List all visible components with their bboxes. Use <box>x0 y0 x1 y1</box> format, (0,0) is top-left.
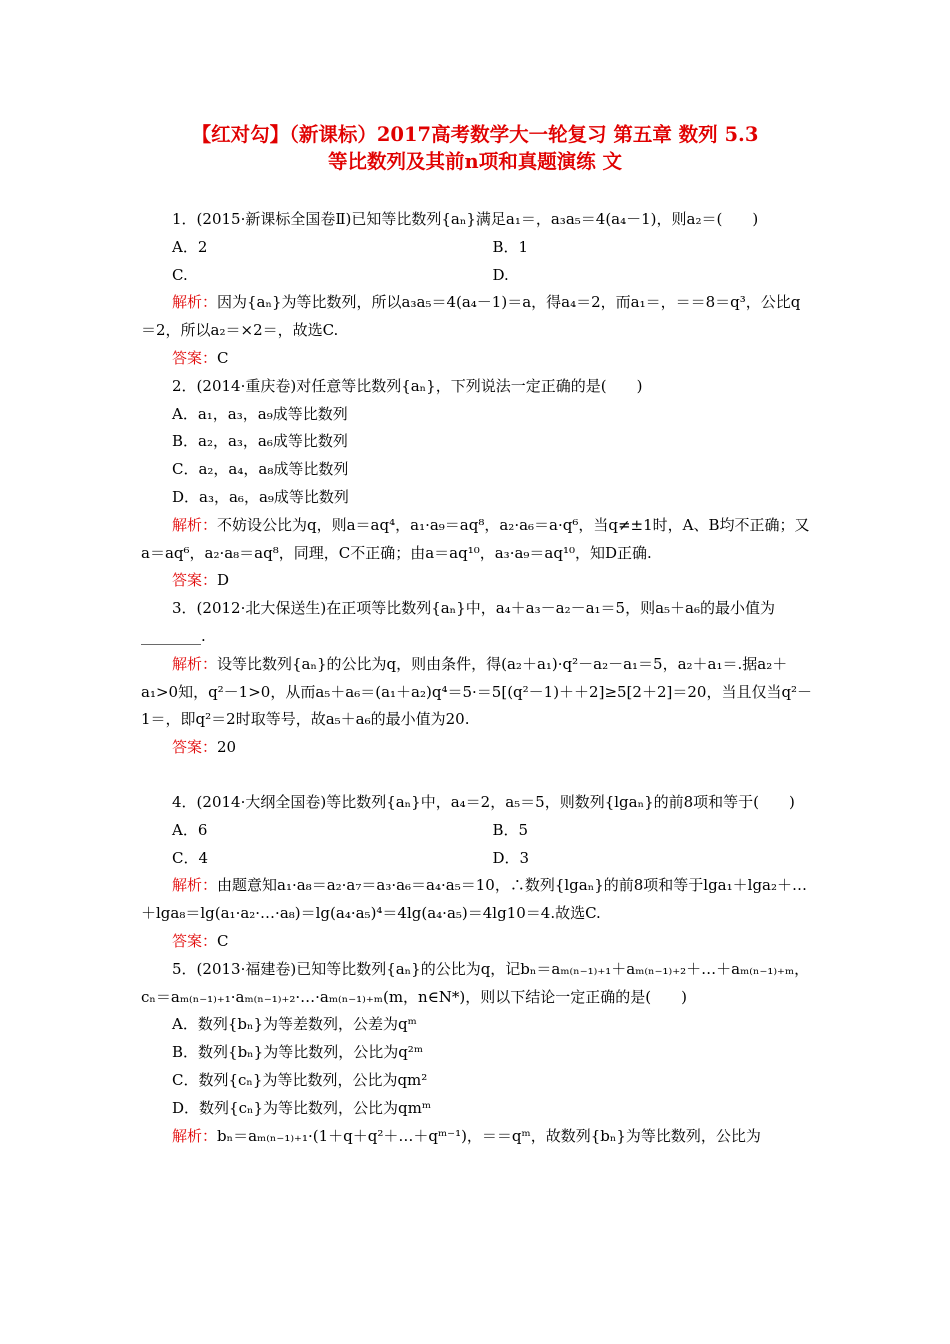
option-d: D．3 <box>492 848 530 867</box>
answer-label: 答案： <box>172 348 218 367</box>
analysis-text: 因为{aₙ}为等比数列，所以a₃a₅＝4(a₄－1)＝a，得a₄＝2，而a₁＝，＝＝8＝q³，公比q＝2，所以a₂＝×2＝，故选C. <box>141 293 801 340</box>
analysis-label: 解析： <box>172 1126 218 1145</box>
option-c: C．数列{cₙ}为等比数列，公比为qm² <box>172 1070 428 1089</box>
answer <box>141 928 813 956</box>
option-a: A．数列{bₙ}为等差数列，公差为qᵐ <box>172 1015 417 1034</box>
option-a: A．2 <box>172 237 208 256</box>
question-5 <box>141 956 813 1151</box>
answer-value: 20 <box>217 738 237 757</box>
analysis-text: 设等比数列{aₙ}的公比为q，则由条件，得(a₂＋a₁)·q²－a₂－a₁＝5，a₂＋a₁＝.据a₂＋a₁>0知，q²－1>0，从而a₅＋a₆＝(a₁＋a₂)q⁴＝5·＝5[(q²－1)＋＋2]≥5[2＋2]＝20，当且仅当q²－1＝，即q²＝2时取等号，故a₅＋a₆的最小值为20. <box>141 654 813 729</box>
analysis <box>141 1123 813 1151</box>
option-a: A．6 <box>172 820 208 839</box>
answer <box>141 567 813 595</box>
question-stem: 3．(2012·北大保送生)在正项等比数列{aₙ}中，a₄＋a₃－a₂－a₁＝5，则a₅＋a₆的最小值为________. <box>141 599 775 645</box>
spacer <box>141 762 813 789</box>
options-row <box>141 262 813 290</box>
question-stem: 2．(2014·重庆卷)对任意等比数列{aₙ}，下列说法一定正确的是( ) <box>172 376 643 395</box>
document-body <box>141 206 813 1150</box>
question-1 <box>141 206 813 373</box>
question-stem: 1．(2015·新课标全国卷Ⅱ)已知等比数列{aₙ}满足a₁＝，a₃a₅＝4(a₄－1)，则a₂＝( ) <box>172 210 759 228</box>
question-4 <box>141 789 813 956</box>
option-a: A．a₁，a₃，a₉成等比数列 <box>172 404 348 423</box>
analysis-text: bₙ＝aₘ₍ₙ₋₁₎₊₁·(1＋q＋q²＋…＋qᵐ⁻¹)，＝＝qᵐ，故数列{bₙ}为等比数列，公比为 <box>217 1126 761 1145</box>
answer <box>141 734 813 762</box>
title-line-2: 等比数列及其前n项和真题演练 文 <box>328 150 622 173</box>
answer-label: 答案： <box>172 571 218 590</box>
title-line-1: 【红对勾】（新课标）2017高考数学大一轮复习 第五章 数列 5.3 <box>191 123 759 146</box>
analysis-text: 由题意知a₁·a₈＝a₂·a₇＝a₃·a₆＝a₄·a₅＝10，∴数列{lgaₙ}的前8项和等于lga₁＋lga₂＋…＋lga₈＝lg(a₁·a₂·…·a₈)＝lg(a₄·a₅)⁴＝4lg(a₄·a₅)＝4lg10＝4.故选C. <box>141 876 807 923</box>
options-row <box>141 845 813 873</box>
document-title <box>120 121 830 175</box>
answer-value: C <box>217 348 229 367</box>
answer-value: C <box>217 931 229 950</box>
option-c: C．a₂，a₄，a₈成等比数列 <box>172 460 349 479</box>
question-stem: 5．(2013·福建卷)已知等比数列{aₙ}的公比为q，记bₙ＝aₘ₍ₙ₋₁₎₊₁＋aₘ₍ₙ₋₁₎₊₂＋…＋aₘ₍ₙ₋₁₎₊ₘ，cₙ＝aₘ₍ₙ₋₁₎₊₁·aₘ₍ₙ₋₁₎₊₂·…·aₘ₍ₙ₋₁₎₊ₘ(m，n∈N*)，则以下结论一定正确的是( ) <box>141 959 810 1006</box>
options-row <box>141 234 813 262</box>
option-b: B．1 <box>492 237 529 256</box>
option-b: B．a₂，a₃，a₆成等比数列 <box>172 432 348 451</box>
question-stem: 4．(2014·大纲全国卷)等比数列{aₙ}中，a₄＝2，a₅＝5，则数列{lgaₙ}的前8项和等于( ) <box>172 792 795 811</box>
analysis <box>141 512 813 568</box>
question-2 <box>141 373 813 595</box>
analysis <box>141 651 813 734</box>
answer-label: 答案： <box>172 931 218 950</box>
question-3 <box>141 595 813 762</box>
options-row <box>141 817 813 845</box>
analysis-label: 解析： <box>172 876 218 895</box>
answer-label: 答案： <box>172 738 218 757</box>
answer-value: D <box>217 571 230 590</box>
answer <box>141 345 813 373</box>
analysis <box>141 289 813 345</box>
analysis-text: 不妨设公比为q，则a＝aq⁴，a₁·a₉＝aq⁸，a₂·a₆＝a·q⁶，当q≠±1时，A、B均不正确；又a＝aq⁶，a₂·a₈＝aq⁸，同理，C不正确；由a＝aq¹⁰，a₃·a₉＝aq¹⁰，知D正确. <box>141 515 810 562</box>
option-d: D．a₃，a₆，a₉成等比数列 <box>172 487 349 506</box>
analysis-label: 解析： <box>172 654 218 673</box>
analysis-label: 解析： <box>172 515 218 534</box>
option-b: B．5 <box>492 820 529 839</box>
analysis <box>141 872 813 928</box>
option-b: B．数列{bₙ}为等比数列，公比为q²ᵐ <box>172 1043 424 1062</box>
option-c: C. <box>172 265 188 284</box>
option-d: D. <box>492 265 509 284</box>
analysis-label: 解析： <box>172 293 218 312</box>
option-d: D．数列{cₙ}为等比数列，公比为qmᵐ <box>172 1098 432 1117</box>
option-c: C．4 <box>172 848 209 867</box>
